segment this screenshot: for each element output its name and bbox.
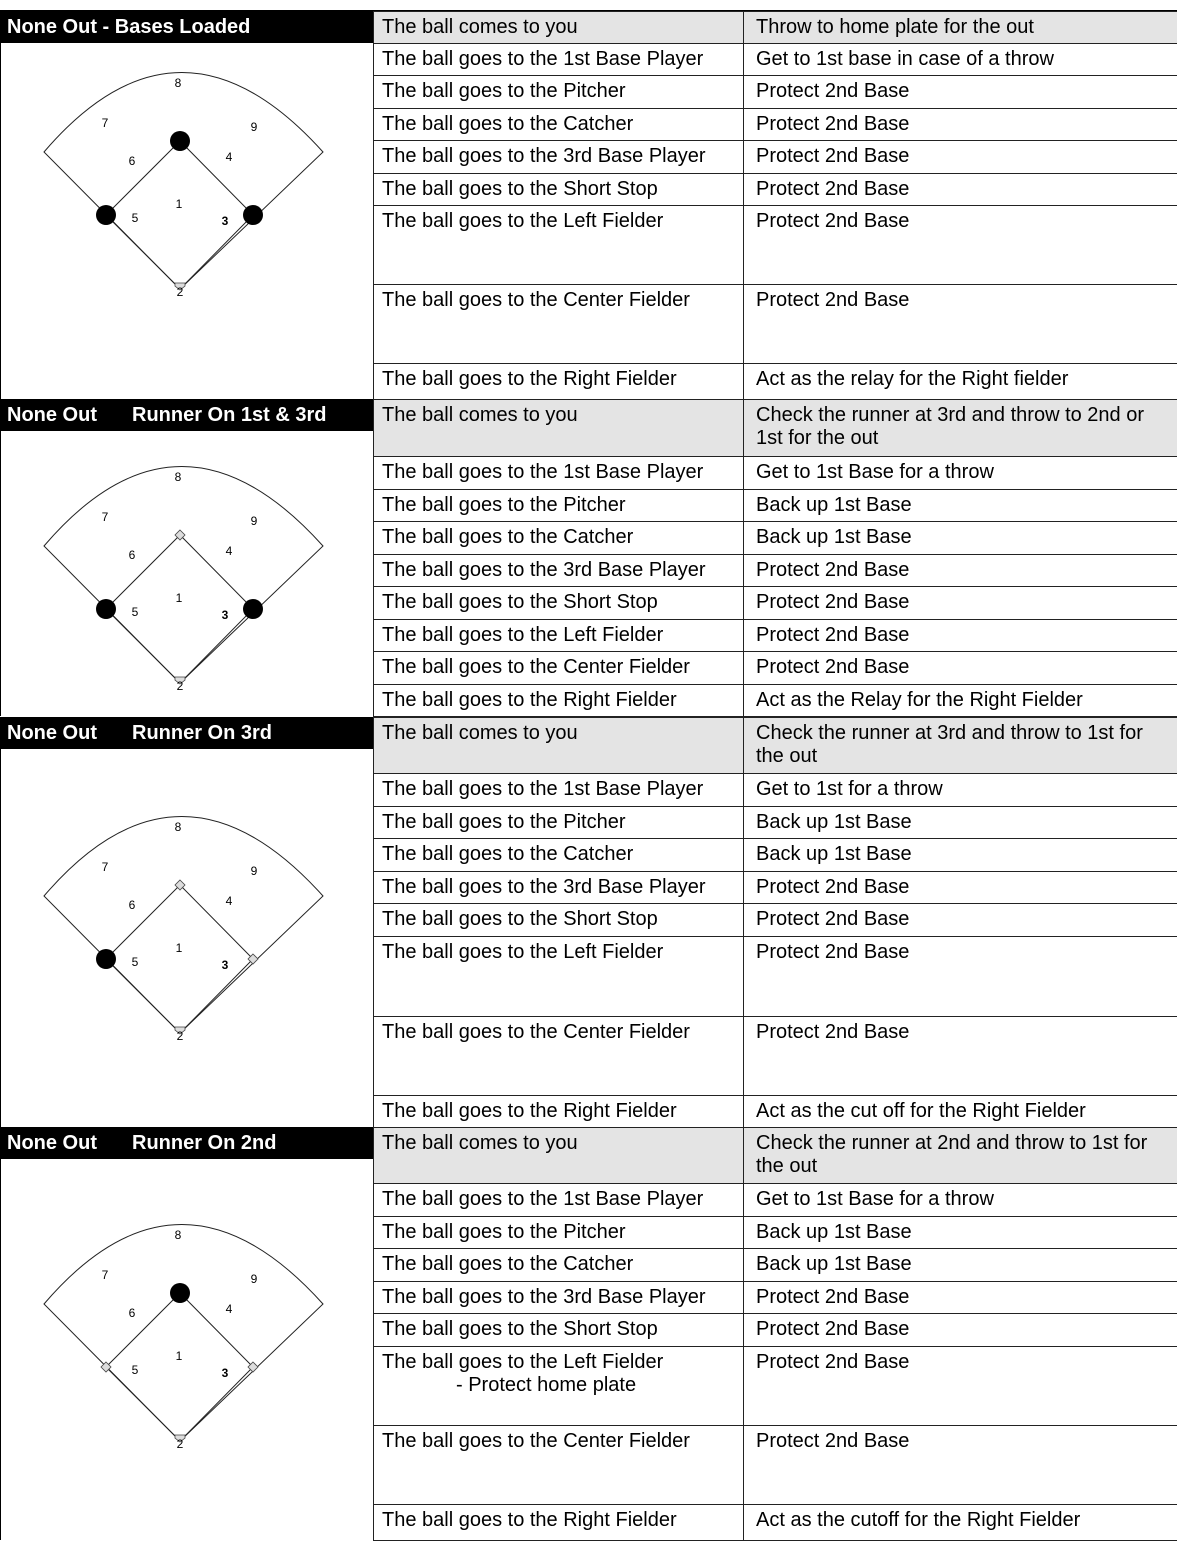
action-text: Act as the relay for the Right fielder [756,368,1068,390]
situation-cell [374,1347,744,1426]
runner-first-base [243,599,263,619]
action-cell [744,76,1177,109]
table-row [374,76,1177,109]
action-text: Protect 2nd Base [756,591,909,613]
field-diagram-container [1,1195,374,1485]
situation-text: The ball goes to the Center Fielder [382,1021,690,1043]
action-text: Back up 1st Base [756,526,912,548]
situation-header [1,717,374,749]
situation-section [0,1127,1177,1540]
action-text: Back up 1st Base [756,494,912,516]
action-cell [744,141,1177,174]
position-number-7: 7 [102,116,109,130]
situation-cell [374,44,744,76]
action-text: Check the runner at 2nd and throw to 1st for the out [756,1132,1147,1177]
action-cell [744,1184,1177,1217]
position-number-1: 1 [176,1349,183,1363]
action-text: Check the runner at 3rd and throw to 2nd or 1st for the out [756,404,1144,449]
situation-text: The ball goes to the Pitcher [382,494,625,516]
table-row [374,1096,1177,1130]
action-text: Protect 2nd Base [756,1351,909,1373]
position-number-3: 3 [222,1366,229,1380]
diagram-panel [0,717,373,1129]
situation-text: The ball goes to the Left Fielder [382,210,663,232]
action-cell [744,1249,1177,1282]
situation-text: The ball goes to the Short Stop [382,908,658,930]
action-cell [744,1426,1177,1505]
action-text: Protect 2nd Base [756,1021,909,1043]
action-text: Protect 2nd Base [756,656,909,678]
situation-text: The ball goes to the 1st Base Player [382,461,703,483]
situation-cell [374,1096,744,1130]
situation-header [1,11,374,43]
action-cell [744,522,1177,555]
action-cell [744,1282,1177,1314]
runner-second-base [170,1283,190,1303]
action-cell [744,490,1177,522]
table-row [374,587,1177,620]
action-cell [744,1017,1177,1096]
situation-cell [374,620,744,652]
action-text: Protect 2nd Base [756,1318,909,1340]
situation-cell [374,839,744,872]
table-row [374,904,1177,937]
runner-first-base [243,205,263,225]
position-number-4: 4 [226,544,233,558]
situation-text: The ball goes to the 3rd Base Player [382,559,706,581]
position-number-6: 6 [129,1306,136,1320]
action-text: Protect 2nd Base [756,1286,909,1308]
runner-second-base [170,131,190,151]
field-diagram [1,43,374,333]
action-cell [744,620,1177,652]
situation-note: - Protect home plate [382,1374,735,1397]
action-text: Protect 2nd Base [756,80,909,102]
outs-label: None Out - Bases Loaded [7,11,250,43]
plays-table [373,399,1177,717]
situation-text: The ball goes to the Left Fielder [382,1351,663,1373]
table-row [374,1217,1177,1249]
situation-cell [374,490,744,522]
table-row [374,1282,1177,1314]
position-number-1: 1 [176,941,183,955]
position-number-2: 2 [177,285,184,299]
situation-text: The ball comes to you [382,404,578,426]
action-text: Back up 1st Base [756,843,912,865]
outs-label: None Out [7,717,97,749]
table-row [374,109,1177,141]
table-row [374,718,1177,774]
situation-header [1,399,374,431]
situation-cell [374,1282,744,1314]
action-text: Get to 1st Base for a throw [756,461,994,483]
action-cell [744,652,1177,685]
runner-third-base [96,205,116,225]
action-cell [744,1505,1177,1541]
diagram-panel [0,11,373,399]
table-row [374,555,1177,587]
situation-text: The ball comes to you [382,722,578,744]
action-text: Protect 2nd Base [756,178,909,200]
situation-cell [374,652,744,685]
table-row [374,1426,1177,1505]
action-cell [744,904,1177,937]
situation-cell [374,1505,744,1541]
table-row [374,12,1177,44]
situation-cell [374,141,744,174]
situation-text: The ball goes to the Catcher [382,843,633,865]
situation-text: The ball goes to the 1st Base Player [382,778,703,800]
field-diagram-container [1,787,374,1077]
plays-table [373,717,1177,1130]
action-cell [744,12,1177,44]
situation-cell [374,718,744,774]
runner-third-base [96,599,116,619]
table-row [374,1314,1177,1347]
action-text: Back up 1st Base [756,1253,912,1275]
plays-table [373,1127,1177,1541]
action-cell [744,839,1177,872]
situation-text: The ball goes to the Center Fielder [382,289,690,311]
action-cell [744,109,1177,141]
plays-table [373,11,1177,400]
action-cell [744,587,1177,620]
situation-text: The ball goes to the Left Fielder [382,941,663,963]
action-cell [744,364,1177,400]
runner-third-base [96,949,116,969]
action-cell [744,807,1177,839]
situation-text: The ball goes to the 3rd Base Player [382,145,706,167]
situation-text: The ball goes to the Catcher [382,526,633,548]
outfield-outline [44,1225,323,1442]
situation-section [0,717,1177,1129]
action-text: Protect 2nd Base [756,113,909,135]
situation-text: The ball goes to the 3rd Base Player [382,876,706,898]
action-cell [744,206,1177,285]
field-diagram-container [1,437,374,727]
field-diagram [1,437,374,727]
outfield-outline [44,817,323,1034]
position-number-8: 8 [175,820,182,834]
field-diagram-container [1,43,374,333]
table-row [374,206,1177,285]
action-cell [744,1217,1177,1249]
action-text: Protect 2nd Base [756,145,909,167]
action-cell [744,872,1177,904]
field-diagram [1,787,374,1077]
table-row [374,285,1177,364]
table-row [374,937,1177,1017]
position-number-7: 7 [102,1268,109,1282]
situation-cell [374,1249,744,1282]
situation-cell [374,1426,744,1505]
action-text: Protect 2nd Base [756,876,909,898]
action-text: Act as the cutoff for the Right Fielder [756,1509,1080,1531]
situation-cell [374,807,744,839]
table-row [374,1249,1177,1282]
situation-cell [374,1128,744,1184]
position-number-5: 5 [132,211,139,225]
position-number-1: 1 [176,591,183,605]
table-row [374,1505,1177,1541]
table-row [374,174,1177,206]
table-row [374,652,1177,685]
situation-cell [374,587,744,620]
action-cell [744,1096,1177,1130]
table-row [374,522,1177,555]
table-row [374,457,1177,490]
position-number-2: 2 [177,679,184,693]
action-text: Protect 2nd Base [756,559,909,581]
situation-text: The ball goes to the Right Fielder [382,1100,677,1122]
action-text: Check the runner at 3rd and throw to 1st for the out [756,722,1143,767]
position-number-2: 2 [177,1437,184,1451]
action-text: Throw to home plate for the out [756,16,1034,38]
table-row [374,839,1177,872]
position-number-9: 9 [251,514,258,528]
situation-text: The ball goes to the Right Fielder [382,689,677,711]
table-row [374,1128,1177,1184]
action-text: Protect 2nd Base [756,289,909,311]
action-text: Get to 1st for a throw [756,778,943,800]
situation-text: The ball goes to the Left Fielder [382,624,663,646]
action-cell [744,457,1177,490]
action-cell [744,774,1177,807]
situation-cell [374,1314,744,1347]
situation-text: The ball goes to the Center Fielder [382,1430,690,1452]
table-row [374,400,1177,457]
position-number-5: 5 [132,1363,139,1377]
table-row [374,1347,1177,1426]
action-cell [744,718,1177,774]
table-row [374,1184,1177,1217]
situation-cell [374,555,744,587]
runner-label: Runner On 3rd [132,717,272,749]
position-number-8: 8 [175,76,182,90]
action-text: Back up 1st Base [756,1221,912,1243]
situation-section [0,11,1177,399]
action-text: Protect 2nd Base [756,624,909,646]
position-number-3: 3 [222,958,229,972]
situation-cell [374,904,744,937]
situation-text: The ball goes to the Pitcher [382,1221,625,1243]
table-row [374,620,1177,652]
situation-text: The ball goes to the Right Fielder [382,1509,677,1531]
action-cell [744,400,1177,457]
position-number-6: 6 [129,548,136,562]
outs-label: None Out [7,1127,97,1159]
situation-text: The ball comes to you [382,16,578,38]
position-number-9: 9 [251,864,258,878]
action-cell [744,44,1177,76]
situation-cell [374,400,744,457]
position-number-3: 3 [222,608,229,622]
situation-text: The ball goes to the Catcher [382,113,633,135]
action-text: Act as the cut off for the Right Fielder [756,1100,1086,1122]
action-cell [744,1314,1177,1347]
table-row [374,490,1177,522]
runner-label: Runner On 2nd [132,1127,276,1159]
situation-text: The ball goes to the 1st Base Player [382,48,703,70]
action-text: Back up 1st Base [756,811,912,833]
position-number-6: 6 [129,154,136,168]
action-cell [744,1128,1177,1184]
table-row [374,685,1177,717]
position-number-2: 2 [177,1029,184,1043]
position-number-8: 8 [175,470,182,484]
table-row [374,364,1177,400]
situation-cell [374,109,744,141]
situation-cell [374,937,744,1017]
situation-cell [374,174,744,206]
table-row [374,44,1177,76]
situation-cell [374,1017,744,1096]
position-number-8: 8 [175,1228,182,1242]
situation-header [1,1127,374,1159]
situation-cell [374,76,744,109]
position-number-5: 5 [132,955,139,969]
outfield-outline [44,467,323,684]
action-text: Protect 2nd Base [756,1430,909,1452]
situation-cell [374,774,744,807]
situation-text: The ball goes to the Center Fielder [382,656,690,678]
situation-cell [374,1217,744,1249]
action-text: Protect 2nd Base [756,941,909,963]
position-number-7: 7 [102,510,109,524]
action-cell [744,1347,1177,1426]
table-row [374,774,1177,807]
table-row [374,807,1177,839]
situation-cell [374,685,744,717]
table-row [374,1017,1177,1096]
situation-section [0,399,1177,716]
situation-text: The ball goes to the Short Stop [382,178,658,200]
position-number-9: 9 [251,1272,258,1286]
outfield-outline [44,73,323,290]
position-number-4: 4 [226,150,233,164]
situation-text: The ball goes to the 1st Base Player [382,1188,703,1210]
action-cell [744,937,1177,1017]
position-number-5: 5 [132,605,139,619]
diagram-panel [0,399,373,716]
situation-cell [374,364,744,400]
situation-text: The ball goes to the Pitcher [382,811,625,833]
situation-text: The ball goes to the Pitcher [382,80,625,102]
outs-label: None Out [7,399,97,431]
action-cell [744,174,1177,206]
situation-text: The ball goes to the Short Stop [382,591,658,613]
position-number-3: 3 [222,214,229,228]
situation-text: The ball goes to the Short Stop [382,1318,658,1340]
action-text: Get to 1st base in case of a throw [756,48,1054,70]
action-text: Protect 2nd Base [756,908,909,930]
action-text: Protect 2nd Base [756,210,909,232]
situation-cell [374,285,744,364]
situation-text: The ball goes to the 3rd Base Player [382,1286,706,1308]
diagram-panel [0,1127,373,1540]
situation-cell [374,872,744,904]
action-cell [744,285,1177,364]
position-number-4: 4 [226,1302,233,1316]
situation-cell [374,12,744,44]
field-diagram [1,1195,374,1485]
situation-text: The ball comes to you [382,1132,578,1154]
situation-cell [374,1184,744,1217]
position-number-6: 6 [129,898,136,912]
situation-cell [374,522,744,555]
situation-text: The ball goes to the Catcher [382,1253,633,1275]
action-cell [744,685,1177,717]
position-number-7: 7 [102,860,109,874]
table-row [374,141,1177,174]
position-number-9: 9 [251,120,258,134]
position-number-4: 4 [226,894,233,908]
action-text: Get to 1st Base for a throw [756,1188,994,1210]
table-row [374,872,1177,904]
action-cell [744,555,1177,587]
situation-text: The ball goes to the Right Fielder [382,368,677,390]
action-text: Act as the Relay for the Right Fielder [756,689,1083,711]
position-number-1: 1 [176,197,183,211]
situation-cell [374,206,744,285]
situation-cell [374,457,744,490]
runner-label: Runner On 1st & 3rd [132,399,326,431]
